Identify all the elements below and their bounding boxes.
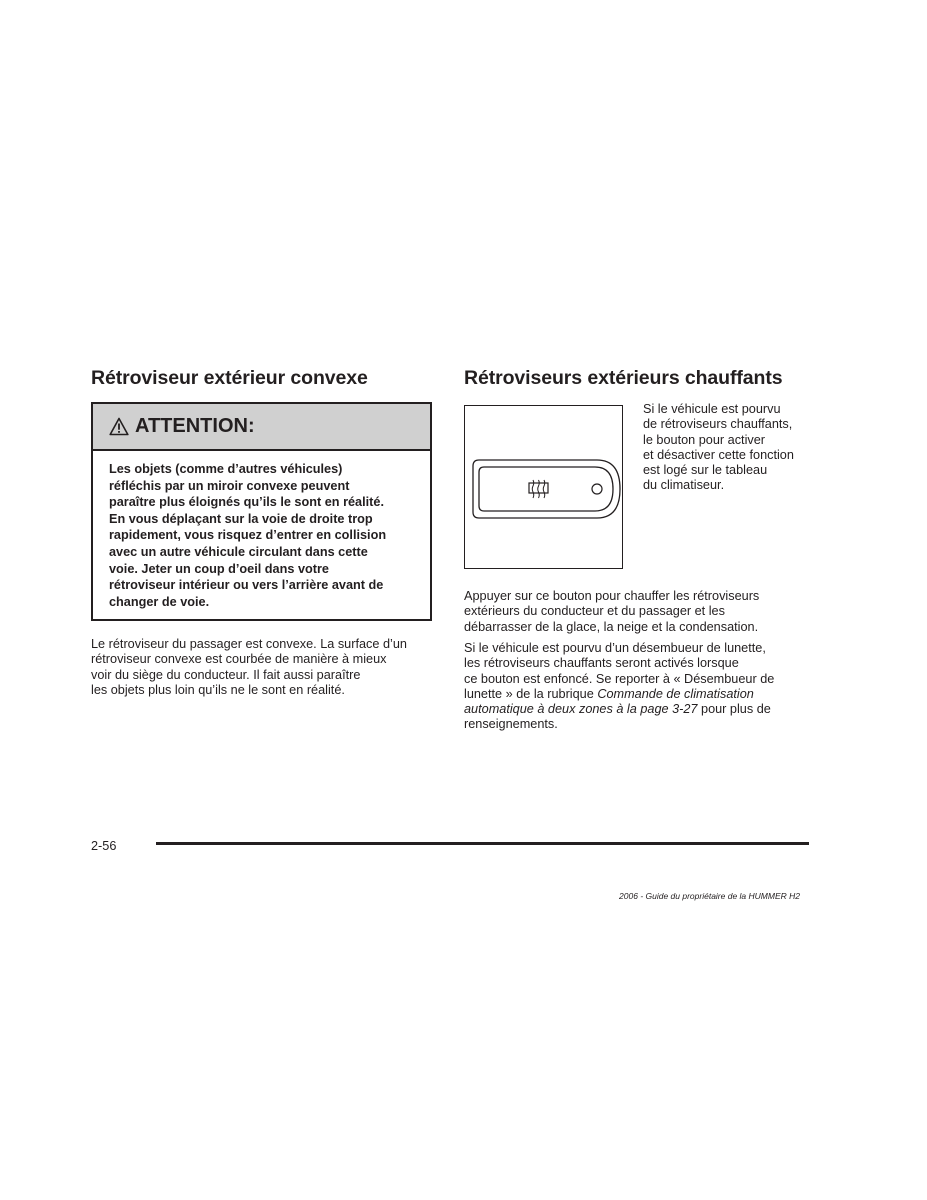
caution-line: rétroviseur intérieur ou vers l’arrière avant de <box>109 578 384 593</box>
paragraph-line <box>464 687 814 702</box>
caution-header <box>93 404 430 451</box>
page-number: 2-56 <box>91 839 117 853</box>
heated-mirror-paragraph-2 <box>464 641 814 733</box>
caution-line: avec un autre véhicule circulant dans cette <box>109 544 368 559</box>
heated-mirror-paragraph-1 <box>464 589 814 635</box>
cross-reference-link: Commande de climatisation <box>597 686 754 701</box>
paragraph-line: les objets plus loin qu’ils ne le sont en réalité. <box>91 682 345 697</box>
caution-box <box>91 402 432 621</box>
paragraph-line: débarrasser de la glace, la neige et la condensation. <box>464 619 759 634</box>
paragraph-line: Le rétroviseur du passager est convexe. La surface d’un <box>91 637 407 651</box>
paragraph-line: extérieurs du conducteur et du passager et les <box>464 604 725 619</box>
paragraph-line: rétroviseur convexe est courbée de manière à mieux <box>91 652 387 667</box>
paragraph-line: Si le véhicule est pourvu d’un désembueur de lunette, <box>464 641 766 655</box>
heated-mirror-button-figure <box>464 405 623 569</box>
warning-triangle-icon <box>109 417 129 436</box>
caution-line: réfléchis par un miroir convexe peuvent <box>109 478 350 493</box>
text-plain: pour plus de <box>697 702 771 717</box>
rear-defrost-icon <box>529 480 548 498</box>
caution-text <box>93 451 430 610</box>
caution-line: changer de voie. <box>109 594 210 609</box>
text-plain: lunette » de la rubrique <box>464 686 598 701</box>
paragraph-line: les rétroviseurs chauffants seront activés lorsque <box>464 656 739 671</box>
convex-mirror-paragraph <box>91 637 441 698</box>
caption-line: de rétroviseurs chauffants, <box>643 417 793 432</box>
footer-rule <box>156 842 809 845</box>
caption-line: et désactiver cette fonction <box>643 447 794 462</box>
caution-title: ATTENTION: <box>135 415 255 437</box>
footer-text: 2006 - Guide du propriétaire de la HUMMER H2 <box>619 891 800 901</box>
heading-convex-mirror: Rétroviseur extérieur convexe <box>91 367 368 389</box>
caption-line: le bouton pour activer <box>643 432 766 447</box>
caption-line: est logé sur le tableau <box>643 463 768 478</box>
paragraph-line <box>464 702 814 717</box>
caution-line: paraître plus éloignés qu’ils le sont en réalité. <box>109 495 384 510</box>
caption-line: Si le véhicule est pourvu <box>643 402 781 416</box>
button-panel-illustration <box>465 406 622 568</box>
caution-line: Les objets (comme d’autres véhicules) <box>109 462 343 476</box>
paragraph-line: voir du siège du conducteur. Il fait aussi paraître <box>91 667 361 682</box>
paragraph-line: ce bouton est enfoncé. Se reporter à « Désembueur de <box>464 671 775 686</box>
paragraph-line: Appuyer sur ce bouton pour chauffer les rétroviseurs <box>464 589 760 603</box>
heading-heated-mirrors: Rétroviseurs extérieurs chauffants <box>464 367 783 389</box>
caption-line: du climatiseur. <box>643 478 725 493</box>
paragraph-line: renseignements. <box>464 717 558 732</box>
figure-caption <box>643 402 823 494</box>
caution-line: En vous déplaçant sur la voie de droite trop <box>109 511 373 526</box>
caution-line: voie. Jeter un coup d’oeil dans votre <box>109 561 329 576</box>
indicator-light-icon <box>592 484 602 494</box>
cross-reference-link: automatique à deux zones à la page 3-27 <box>464 702 698 717</box>
caution-line: rapidement, vous risquez d’entrer en collision <box>109 528 387 543</box>
